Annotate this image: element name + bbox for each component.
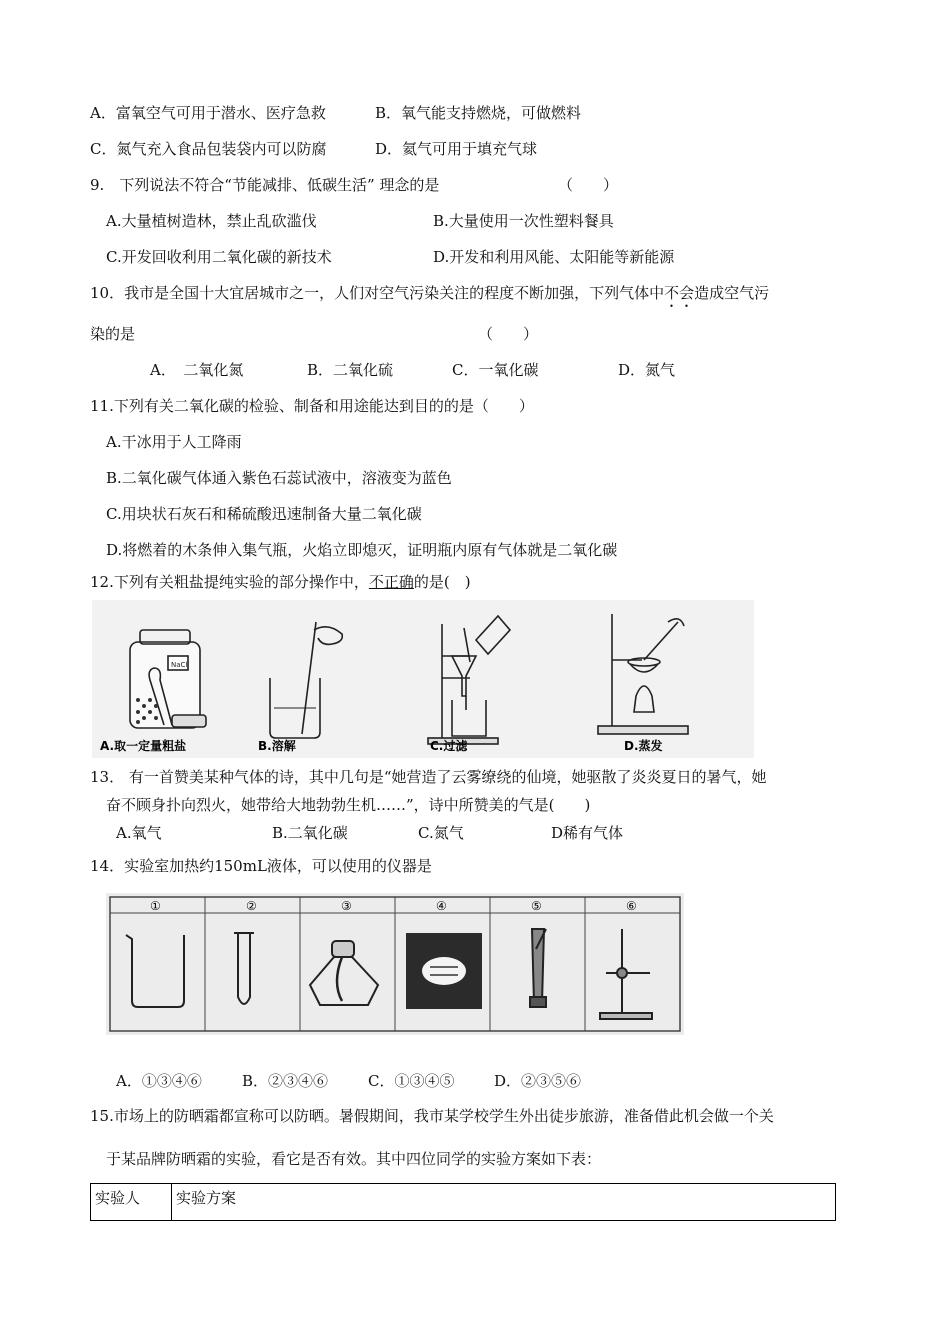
q9-option-a: A.大量植树造林，禁止乱砍滥伐 — [106, 212, 317, 230]
q15-stem-line1: 15.市场上的防晒霜都宣称可以防晒。暑假期间，我市某学校学生外出徒步旅游，准备借此机会做一个关 — [90, 1107, 774, 1125]
q8-option-b: B．氧气能支持燃烧，可做燃料 — [375, 104, 582, 122]
salt-jar-icon — [130, 630, 206, 728]
instrument-number-5: ⑤ — [531, 899, 542, 913]
q10-stem: 10．我市是全国十大宜居城市之一，人们对空气污染关注的程度不断加强，下列气体中不会造成空气污 — [90, 284, 770, 302]
q8-option-d: D．氦气可用于填充气球 — [375, 140, 538, 158]
q12-stem: 12.下列有关粗盐提纯实验的部分操作中，不正确的是( ) — [90, 573, 471, 591]
q13-option-a: A.氧气 — [116, 824, 162, 842]
instrument-number-4: ④ — [436, 899, 447, 913]
q15-stem-line2: 于某品牌防晒霜的实验，看它是否有效。其中四位同学的实验方案如下表： — [106, 1150, 602, 1168]
q11-option-d: D.将燃着的木条伸入集气瓶，火焰立即熄灭，证明瓶内原有气体就是二氧化碳 — [106, 541, 618, 559]
caption-c: C.过滤 — [430, 739, 468, 753]
q13-option-c: C.氮气 — [418, 824, 464, 842]
q13-stem-line2: 奋不顾身扑向烈火，她带给大地勃勃生机……”，诗中所赞美的气是( ) — [106, 796, 591, 814]
q9-option-b: B.大量使用一次性塑料餐具 — [433, 212, 614, 230]
q12-emphasis: 不正确 — [368, 573, 414, 591]
experiment-plan-table — [90, 1183, 836, 1221]
instrument-number-6: ⑥ — [626, 899, 637, 913]
caption-d: D.蒸发 — [624, 739, 663, 753]
table-row — [91, 1184, 836, 1221]
q8-option-a: A．富氧空气可用于潜水、医疗急救 — [90, 104, 326, 122]
q14-option-a: A．①③④⑥ — [116, 1072, 202, 1090]
q14-option-c: C．①③④⑤ — [368, 1072, 455, 1090]
caption-b: B.溶解 — [258, 739, 296, 753]
q10-option-c: C．一氧化碳 — [452, 361, 539, 379]
q10-emphasis: 不会 — [664, 284, 695, 302]
instrument-number-1: ① — [150, 899, 161, 913]
table-header-plan: 实验方案 — [172, 1184, 836, 1221]
q10-option-b: B．二氧化硫 — [307, 361, 394, 379]
jar-label: NaCl — [171, 661, 188, 669]
q10-option-a: A． 二氧化氮 — [150, 361, 244, 379]
q10-stem-line2: 染的是 — [90, 325, 136, 343]
q10-answer-blank: （ ） — [478, 325, 539, 343]
caption-a: A.取一定量粗盐 — [100, 739, 187, 753]
q9-stem: 9. 下列说法不符合“节能减排、低碳生活” 理念的是 — [90, 176, 440, 194]
q14-option-d: D．②③⑤⑥ — [494, 1072, 582, 1090]
lab-instruments-figure — [106, 893, 684, 1035]
asbestos-gauze-icon — [406, 933, 482, 1009]
instrument-number-2: ② — [246, 899, 257, 913]
q9-option-d: D.开发和利用风能、太阳能等新能源 — [433, 248, 675, 266]
table-header-person: 实验人 — [91, 1184, 172, 1221]
q8-option-c: C．氮气充入食品包装袋内可以防腐 — [90, 140, 327, 158]
salt-purification-figure — [92, 600, 754, 758]
q13-option-d: D稀有气体 — [551, 824, 624, 842]
q9-answer-blank: （ ） — [558, 176, 619, 194]
q10-option-d: D．氮气 — [618, 361, 676, 379]
instrument-number-3: ③ — [341, 899, 352, 913]
q13-stem-line1: 13． 有一首赞美某种气体的诗，其中几句是“她营造了云雾缭绕的仙境，她驱散了炎炎夏日的暑气，她 — [90, 768, 767, 786]
q14-option-b: B．②③④⑥ — [242, 1072, 329, 1090]
q11-stem: 11.下列有关二氧化碳的检验、制备和用途能达到目的的是（ ） — [90, 397, 534, 415]
q11-option-a: A.干冰用于人工降雨 — [106, 433, 242, 451]
q14-stem: 14．实验室加热约150mL液体，可以使用的仪器是 — [90, 857, 432, 875]
q13-option-b: B.二氧化碳 — [272, 824, 348, 842]
q11-option-b: B.二氧化碳气体通入紫色石蕊试液中，溶液变为蓝色 — [106, 469, 452, 487]
q9-option-c: C.开发回收利用二氧化碳的新技术 — [106, 248, 332, 266]
q11-option-c: C.用块状石灰石和稀硫酸迅速制备大量二氧化碳 — [106, 505, 422, 523]
